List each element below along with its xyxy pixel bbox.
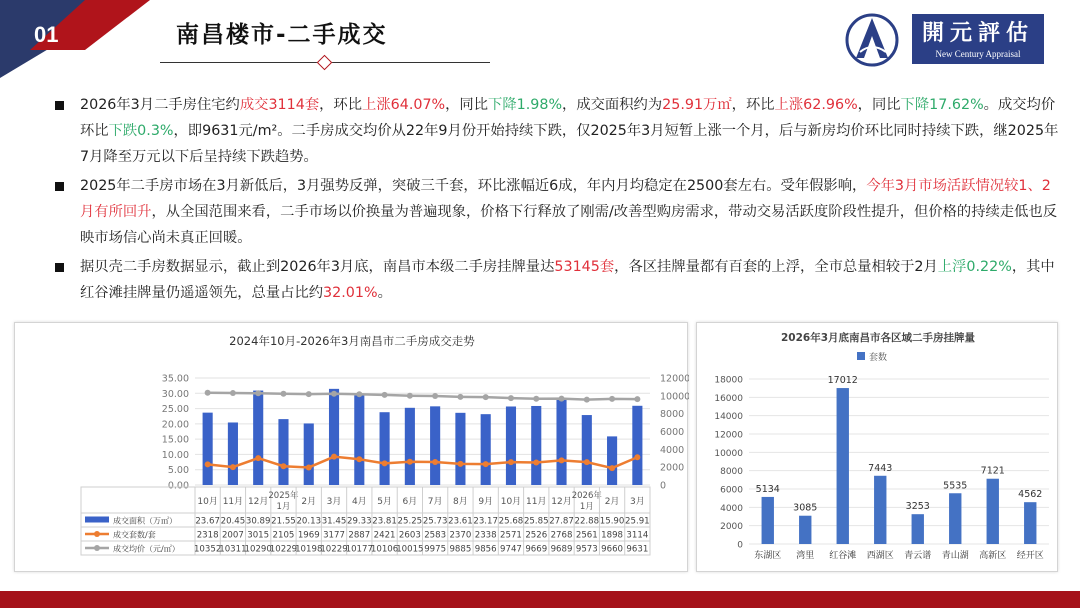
point-avg-price xyxy=(382,392,388,398)
data-label: 9856 xyxy=(474,544,497,555)
point-avg-price xyxy=(205,390,211,396)
data-label: 29.33 xyxy=(347,516,372,527)
y-axis-tick-label: 18000 xyxy=(714,375,743,386)
point-avg-price xyxy=(230,390,236,396)
bar-area xyxy=(253,391,263,485)
bar-area xyxy=(329,389,339,485)
point-units xyxy=(205,461,211,467)
legend-label: 成交均价（元/㎡） xyxy=(113,544,180,554)
bar-area xyxy=(203,413,213,485)
x-axis-label: 2025年 xyxy=(268,491,299,501)
body-text: 。 xyxy=(377,285,392,301)
point-units xyxy=(382,460,388,466)
data-label: 2338 xyxy=(474,530,497,541)
body-text: ，成交面积约为 xyxy=(562,97,663,113)
y-axis-tick-label: 8000 xyxy=(720,467,743,478)
body-text: ，即9631元/m²。二手房成交均价从22年9月份开始持续下跌，仅2025年3月短暂上涨一个月，后与新房均价环比同时持续下跌，继2025年7月降至万元以下后呈持续下跌趋势。 xyxy=(80,123,1059,165)
body-text: ，同比 xyxy=(857,97,901,113)
x-axis-label: 4月 xyxy=(351,497,367,507)
line-units xyxy=(208,457,638,468)
bar-listing xyxy=(799,516,811,544)
legend-label: 成交面积（万㎡） xyxy=(113,516,177,526)
data-label: 10177 xyxy=(345,544,373,555)
right-axis-tick-label: 2000 xyxy=(660,462,685,474)
data-label: 10311 xyxy=(219,544,247,555)
bar-area xyxy=(430,406,440,485)
page-title: 南昌楼市-二手成交 xyxy=(176,22,388,48)
x-axis-label: 7月 xyxy=(427,497,443,507)
y-axis-tick-label: 10000 xyxy=(714,448,743,459)
y-axis-tick-label: 14000 xyxy=(714,412,743,423)
bar-listing xyxy=(1024,502,1036,544)
bar-area xyxy=(481,414,491,485)
x-axis-label: 2月 xyxy=(301,497,317,507)
data-label: 10229 xyxy=(269,544,298,555)
data-label: 2370 xyxy=(449,530,472,541)
data-label: 9689 xyxy=(550,544,573,555)
data-label: 22.88 xyxy=(574,516,600,527)
x-axis-label: 1月 xyxy=(579,502,594,512)
highlight-text: 上浮0.22% xyxy=(937,259,1012,275)
point-avg-price xyxy=(609,396,615,402)
company-logo xyxy=(912,14,1044,64)
highlight-text: 今年3月市场活跃情况较1、2月有所回升 xyxy=(80,178,1051,220)
data-label: 2768 xyxy=(550,530,573,541)
bar-listing xyxy=(837,388,849,544)
diamond-ornament-icon xyxy=(317,55,333,71)
body-text: ，各区挂牌量都有百套的上浮，全市总量相较于2月 xyxy=(614,259,938,275)
right-axis-tick-label: 6000 xyxy=(660,427,685,438)
point-units xyxy=(457,461,463,467)
highlight-text: 25.91万㎡ xyxy=(662,97,732,113)
data-label: 2105 xyxy=(272,530,295,541)
data-label: 10106 xyxy=(370,544,399,555)
data-label: 25.91 xyxy=(625,516,650,527)
data-label: 5134 xyxy=(755,483,780,495)
data-label: 9669 xyxy=(525,544,548,555)
point-avg-price xyxy=(280,391,286,397)
point-units xyxy=(584,459,590,465)
x-axis-label: 10月 xyxy=(500,497,522,507)
left-axis-tick-label: 25.00 xyxy=(161,404,189,416)
bar-area xyxy=(354,395,364,485)
data-label: 25.85 xyxy=(523,516,549,527)
data-label: 2603 xyxy=(398,530,421,541)
bar-area xyxy=(632,406,642,485)
body-text: ，从全国范围来看，二手市场以价换量为普遍现象，价格下行释放了刚需/改善型购房需求，带动交易活跃度阶段性提升，但价格的持续走低也反映市场信心尚未真正回暖。 xyxy=(80,204,1057,246)
highlight-text: 32.01% xyxy=(323,285,378,301)
y-axis-tick-label: 4000 xyxy=(720,503,743,514)
point-units xyxy=(533,459,539,465)
y-axis-tick-label: 12000 xyxy=(714,430,743,441)
x-axis-label: 12月 xyxy=(247,497,269,507)
data-label: 7443 xyxy=(868,462,893,474)
body-text: 2025年二手房市场在3月新低后，3月强势反弹，突破三千套，环比涨幅近6成，年内月均稳定在2500套左右。受年假影响， xyxy=(80,178,867,194)
right-axis-tick-label: 0 xyxy=(660,480,667,492)
x-axis-label: 经开区 xyxy=(1016,551,1044,561)
data-label: 10352 xyxy=(193,544,222,555)
bar-area xyxy=(531,406,541,485)
data-label: 9631 xyxy=(626,544,649,555)
x-axis-label: 青云谱 xyxy=(904,551,932,561)
legend-label: 套数 xyxy=(869,353,888,363)
bullet-square-icon xyxy=(55,182,64,191)
y-axis-tick-label: 6000 xyxy=(720,485,743,496)
left-axis-tick-label: 10.00 xyxy=(161,449,189,461)
x-axis-label: 8月 xyxy=(453,497,468,507)
y-axis-tick-label: 2000 xyxy=(720,522,743,533)
point-units xyxy=(306,464,312,470)
data-label: 10229 xyxy=(320,544,348,555)
body-text: ，环比 xyxy=(731,97,775,113)
body-text: ，环比 xyxy=(319,97,363,113)
x-axis-label: 湾里 xyxy=(796,551,815,561)
bullet-text xyxy=(80,259,1055,301)
point-avg-price xyxy=(356,391,362,397)
data-label: 23.67 xyxy=(195,516,220,527)
body-text: ，同比 xyxy=(445,97,489,113)
x-axis-label: 12月 xyxy=(551,497,572,507)
data-label: 9660 xyxy=(601,544,624,555)
summary-bullets xyxy=(52,92,1062,309)
left-axis-tick-label: 15.00 xyxy=(161,434,189,446)
point-units xyxy=(331,454,337,460)
bullet-item xyxy=(52,92,1062,170)
bar-listing xyxy=(949,493,961,544)
bar-area xyxy=(304,423,314,485)
data-label: 2887 xyxy=(348,530,371,541)
right-axis-tick-label: 12000 xyxy=(660,373,689,385)
y-axis-tick-label: 0 xyxy=(737,540,743,551)
x-axis-label: 9月 xyxy=(478,497,494,507)
x-axis-label: 红谷滩 xyxy=(829,551,857,561)
highlight-text: 下降17.62% xyxy=(900,97,984,113)
bar-area xyxy=(607,436,617,485)
data-label: 2318 xyxy=(196,530,219,541)
data-label: 9573 xyxy=(575,544,598,555)
point-avg-price xyxy=(432,393,438,399)
bar-area xyxy=(380,412,390,485)
bar-listing xyxy=(912,514,924,544)
point-units xyxy=(230,464,236,470)
data-label: 25.25 xyxy=(397,516,423,527)
legend-swatch xyxy=(94,531,100,537)
bar-area xyxy=(405,408,415,485)
left-axis-tick-label: 5.00 xyxy=(167,465,189,477)
data-label: 5535 xyxy=(943,480,968,492)
x-axis-label: 1月 xyxy=(276,502,291,512)
bar-area xyxy=(582,415,592,485)
logo-english-name: New Century Appraisal xyxy=(935,49,1021,59)
data-label: 23.81 xyxy=(372,516,397,527)
body-text: ，其中红谷滩挂牌量仍遥遥领先，总量占比约 xyxy=(80,259,1055,301)
point-avg-price xyxy=(533,396,539,402)
data-label: 3253 xyxy=(905,501,930,513)
data-label: 17012 xyxy=(827,375,858,387)
x-axis-label: 5月 xyxy=(377,497,392,507)
footer-bar xyxy=(0,591,1080,608)
chart-title: 2024年10月-2026年3月南昌市二手房成交走势 xyxy=(229,334,475,348)
left-axis-tick-label: 30.00 xyxy=(161,388,189,400)
data-label: 2007 xyxy=(221,530,244,541)
data-label: 3085 xyxy=(793,502,818,514)
point-units xyxy=(483,461,489,467)
left-axis-tick-label: 0.00 xyxy=(167,480,189,492)
point-units xyxy=(609,465,615,471)
data-label: 30.89 xyxy=(245,516,271,527)
chart-title: 2026年3月底南昌市各区域二手房挂牌量 xyxy=(780,332,976,344)
page-number: 01 xyxy=(34,22,59,47)
data-label: 27.87 xyxy=(549,516,574,527)
data-label: 9747 xyxy=(500,544,522,555)
point-units xyxy=(356,456,362,462)
bullet-text xyxy=(80,97,1058,165)
data-label: 10290 xyxy=(244,544,272,555)
data-label: 3177 xyxy=(323,530,345,541)
point-units xyxy=(255,455,261,461)
data-label: 15.90 xyxy=(599,516,625,527)
bar-area xyxy=(556,400,566,485)
point-avg-price xyxy=(584,397,590,403)
left-axis-tick-label: 20.00 xyxy=(161,419,189,431)
x-axis-label: 11月 xyxy=(526,497,547,507)
x-axis-label: 3月 xyxy=(629,497,645,507)
point-avg-price xyxy=(457,394,463,400)
legend-swatch xyxy=(94,545,100,551)
point-avg-price xyxy=(331,391,337,397)
point-avg-price xyxy=(634,396,640,402)
data-label: 2526 xyxy=(525,530,548,541)
x-axis-label: 高新区 xyxy=(979,551,1007,561)
point-units xyxy=(280,463,286,469)
x-axis-label: 西湖区 xyxy=(866,551,894,561)
x-axis-label: 2026年 xyxy=(571,491,602,501)
data-label: 23.61 xyxy=(448,516,473,527)
data-label: 2421 xyxy=(373,530,396,541)
data-label: 10198 xyxy=(295,544,323,555)
x-axis-label: 6月 xyxy=(402,497,418,507)
point-avg-price xyxy=(483,394,489,400)
transaction-trend-chart-panel xyxy=(14,322,688,572)
data-label: 20.45 xyxy=(220,516,246,527)
data-label: 9975 xyxy=(424,544,447,555)
data-label: 3114 xyxy=(626,530,649,541)
bullet-text xyxy=(80,178,1057,246)
data-label: 3015 xyxy=(247,530,270,541)
x-axis-label: 10月 xyxy=(197,497,218,507)
bar-area xyxy=(228,422,238,485)
point-units xyxy=(407,459,413,465)
bullet-square-icon xyxy=(55,263,64,272)
right-axis-tick-label: 4000 xyxy=(660,444,685,456)
legend-swatch xyxy=(857,352,865,360)
bullet-square-icon xyxy=(55,101,64,110)
data-label: 31.45 xyxy=(321,516,347,527)
district-listing-chart-panel xyxy=(696,322,1058,572)
data-label: 21.55 xyxy=(271,516,296,527)
data-label: 25.68 xyxy=(498,516,524,527)
point-avg-price xyxy=(255,390,261,396)
point-units xyxy=(559,457,565,463)
bullet-item xyxy=(52,254,1062,306)
company-logo-icon xyxy=(844,12,900,68)
data-label: 9885 xyxy=(449,544,472,555)
x-axis-label: 3月 xyxy=(326,497,342,507)
data-label: 1969 xyxy=(297,530,320,541)
transaction-trend-chart xyxy=(15,323,689,573)
data-label: 20.13 xyxy=(296,516,322,527)
left-axis-tick-label: 35.00 xyxy=(161,373,189,385)
bar-area xyxy=(278,419,288,485)
data-label: 7121 xyxy=(980,465,1005,477)
point-units xyxy=(432,459,438,465)
highlight-text: 上涨62.96% xyxy=(774,97,858,113)
right-axis-tick-label: 8000 xyxy=(660,409,685,421)
right-axis-tick-label: 10000 xyxy=(660,391,689,403)
x-axis-label: 11月 xyxy=(222,497,244,507)
highlight-text: 53145套 xyxy=(554,259,615,275)
data-label: 2571 xyxy=(500,530,522,541)
data-label: 2561 xyxy=(575,530,598,541)
bar-listing xyxy=(762,497,774,544)
data-label: 23.17 xyxy=(473,516,498,527)
highlight-text: 上涨64.07% xyxy=(362,97,446,113)
body-text: 2026年3月二手房住宅约 xyxy=(80,97,240,113)
point-avg-price xyxy=(407,393,413,399)
bar-listing xyxy=(987,479,999,544)
x-axis-label: 2月 xyxy=(604,497,620,507)
point-avg-price xyxy=(508,395,514,401)
point-avg-price xyxy=(559,396,565,402)
highlight-text: 下跌0.3% xyxy=(108,123,174,139)
highlight-text: 成交3114套 xyxy=(239,97,320,113)
data-label: 1898 xyxy=(601,530,624,541)
bullet-item xyxy=(52,173,1062,251)
y-axis-tick-label: 16000 xyxy=(714,393,743,404)
data-label: 4562 xyxy=(1018,489,1043,501)
data-label: 2583 xyxy=(424,530,447,541)
bar-listing xyxy=(874,476,886,544)
body-text: 据贝壳二手房数据显示，截止到2026年3月底，南昌市本级二手房挂牌量达 xyxy=(80,259,555,275)
data-label: 25.73 xyxy=(422,516,448,527)
point-units xyxy=(634,454,640,460)
data-label: 10015 xyxy=(396,544,424,555)
x-axis-label: 东湖区 xyxy=(754,551,782,561)
point-units xyxy=(508,459,514,465)
bar-area xyxy=(506,406,516,485)
district-listing-chart xyxy=(697,323,1059,573)
body-text: 。成交均价环比 xyxy=(80,97,1056,139)
highlight-text: 下降1.98% xyxy=(488,97,563,113)
legend-swatch xyxy=(85,517,109,523)
legend-label: 成交套数/套 xyxy=(113,530,156,540)
bar-area xyxy=(455,413,465,485)
x-axis-label: 青山湖 xyxy=(941,551,969,561)
point-avg-price xyxy=(306,391,312,397)
logo-chinese-name: 開元評估 xyxy=(921,20,1034,46)
